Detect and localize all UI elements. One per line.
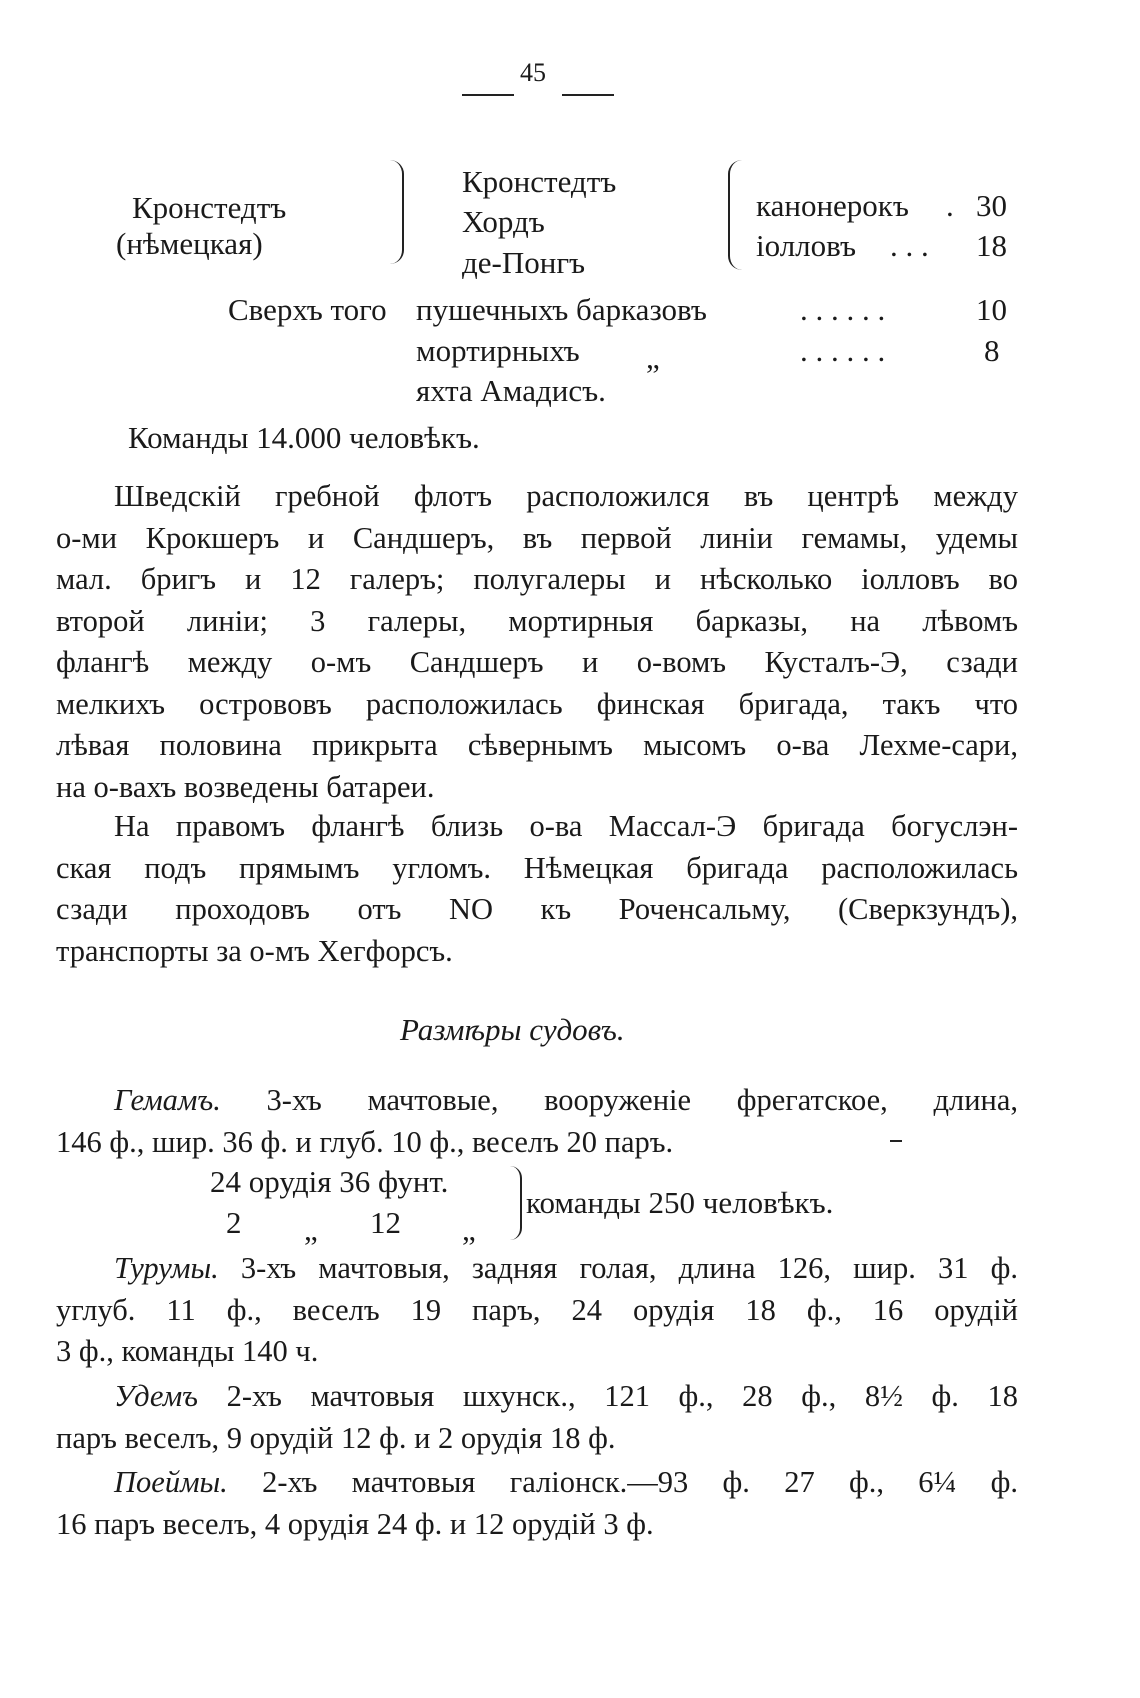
extra-2-ditto: „ [646,340,660,375]
page-number: 45 [520,58,546,87]
fleet-row-2-count: 18 [976,228,1007,263]
fleet-ship-1: Кронстедтъ [462,164,617,199]
para1-line: мал. бригъ и 12 галеръ; полугалеры и нѣсколько iолловъ во [56,562,1018,596]
para1-line: флангѣ между о-мъ Сандшеръ и о-вомъ Кусталъ-Э, сзади [56,645,1018,679]
extra-1-name: пушечныхъ барказовъ [416,292,707,327]
gemam-brace [508,1166,522,1240]
fleet-left-label-1: Кронстедтъ [132,190,287,225]
gemam-entry [56,1080,1018,1163]
turumy-text-1: 3-хъ мачтовыя, задняя голая, длина 126, шир. 31 ф. [240,1251,1019,1285]
turumy-line-2: углуб. 11 ф., веселъ 19 паръ, 24 орудiя 18 ф., 16 орудiй [56,1292,1018,1327]
para1-line: о-ми Крокшеръ и Сандшеръ, въ первой линiи гемамы, удемы [56,520,1018,555]
fleet-crew: Команды 14.000 человѣкъ. [128,420,480,455]
gemam-line-2: 146 ф., шир. 36 ф. и глуб. 10 ф., веселъ 20 паръ. [56,1124,674,1159]
turumy-entry [56,1248,1018,1373]
poeimy-term: Поеймы. [114,1465,228,1499]
left-brace [388,160,404,264]
udem-term: Удемъ [114,1379,198,1413]
fleet-row-2-name: iолловъ [756,228,857,263]
extra-2-count: 8 [984,333,1000,368]
para1-line: на о-вахъ возведены батареи. [56,769,435,804]
udem-entry [56,1376,1018,1459]
paragraph-2 [56,806,1018,972]
udem-line-2: паръ веселъ, 9 орудiй 12 ф. и 2 орудiя 18 ф. [56,1420,616,1455]
fleet-left-label-2: (нѣмецкая) [116,226,263,261]
extra-3: яхта Амадисъ. [416,373,606,408]
gemam-term: Гемамъ. [114,1083,221,1117]
extra-2-dots: . . . . . . [800,333,886,368]
para1-line: второй линiи; 3 галеры, мортирныя барказы, на лѣвомъ [56,603,1018,638]
gemam-text-1: 3-хъ мачтовые, вооруженiе фрегатское, длина, [266,1083,1019,1117]
poeimy-text-1: 2-хъ мачтовыя галiонск.—93 ф. 27 ф., 6¼ ф. [262,1465,1018,1499]
poeimy-line-2: 16 паръ веселъ, 4 орудiя 24 ф. и 12 орудiй 3 ф. [56,1506,654,1541]
section-heading: Размѣры судовъ. [400,1012,625,1047]
gemam-guns-2-ditto: „ [304,1212,318,1247]
udem-text-1: 2-хъ мачтовыя шхунск., 121 ф., 28 ф., 8½ ф. 18 [226,1379,1019,1413]
extra-2-name: мортирныхъ [416,333,580,368]
para2-line: сзади проходовъ отъ NO къ Роченсальму, (Сверкзундъ), [56,892,1018,926]
gemam-guns-1: 24 орудiя 36 фунт. [210,1164,449,1199]
gemam-dash [890,1140,902,1142]
fleet-row-2-dots: . . . [890,228,929,263]
fleet-row-1-name: канонерокъ [756,188,909,223]
gemam-line-1 [56,1080,1018,1122]
fleet-ship-3: де-Понгъ [462,245,586,280]
para2-line: транспорты за о-мъ Хегфорсъ. [56,933,453,968]
udem-line-1 [56,1376,1018,1418]
gemam-guns-2-cal: 12 [370,1205,401,1240]
para1-line: Шведскiй гребной флотъ расположился въ центрѣ между [114,479,1018,513]
para2-line: ская подъ прямымъ угломъ. Нѣмецкая бригада расположилась [56,850,1018,885]
turumy-term: Турумы. [114,1251,219,1285]
fleet-ship-2: Хордъ [462,204,545,239]
paragraph-1 [56,476,1018,808]
poeimy-line-1 [56,1462,1018,1504]
turumy-line-3: 3 ф., команды 140 ч. [56,1334,319,1368]
para1-line: мелкихъ острововъ расположилась финская бригада, такъ что [56,686,1018,721]
extra-1-dots: . . . . . . [800,292,886,327]
fleet-row-1-dots: . [946,188,954,223]
turumy-line-1 [56,1248,1018,1290]
fleet-row-1-count: 30 [976,188,1007,223]
right-brace [728,160,744,270]
extra-1-count: 10 [976,292,1007,327]
gemam-guns-2-ditto2: „ [462,1212,476,1247]
extra-1-prefix: Сверхъ того [228,292,387,327]
page-number-rule-left [462,94,514,96]
poeimy-entry [56,1462,1018,1545]
para2-line: На правомъ флангѣ близь о-ва Массал-Э бригада богуслэн- [114,809,1018,843]
gemam-guns-2-num: 2 [226,1205,242,1240]
para1-line: лѣвая половина прикрыта сѣвернымъ мысомъ о-ва Лехме-сари, [56,728,1018,762]
gemam-crew: команды 250 человѣкъ. [526,1185,834,1220]
page-number-rule-right [562,94,614,96]
